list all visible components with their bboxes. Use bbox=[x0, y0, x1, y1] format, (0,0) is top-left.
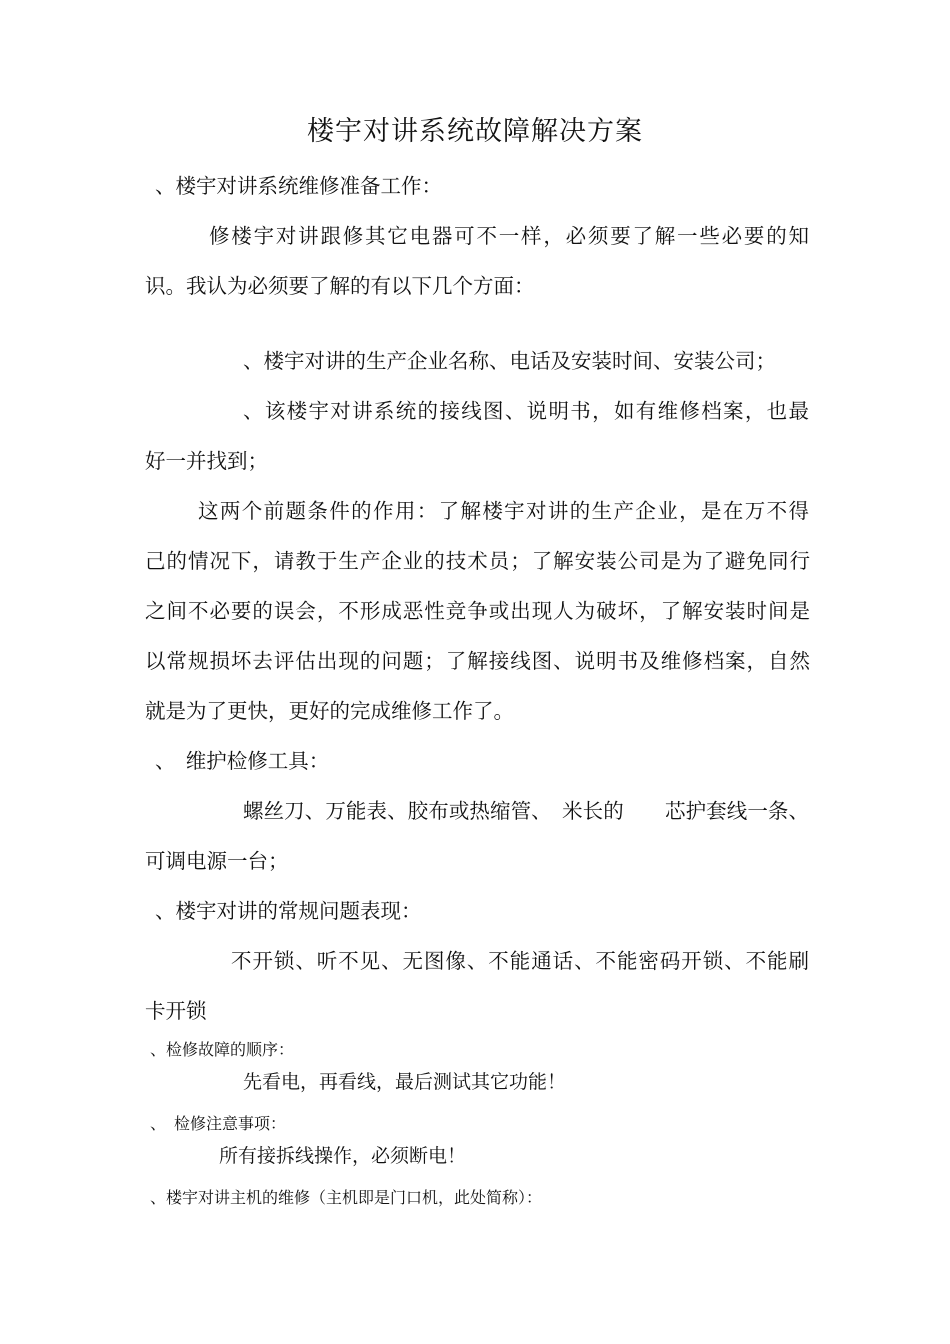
prep-intro-line-2: 识。我认为必须要了解的有以下几个方面： bbox=[145, 274, 535, 298]
problems-line-1: 不开锁、听不见、无图像、不能通话、不能密码开锁、不能刷 bbox=[231, 949, 809, 973]
prep-para-line-3: 之间不必要的误会，不形成恶性竞争或出现人为破坏，了解安装时间是 bbox=[145, 599, 810, 623]
prep-para-line-4: 以常规损坏去评估出现的问题；了解接线图、说明书及维修档案，自然 bbox=[145, 649, 810, 673]
prep-item-1: 、楼宇对讲的生产企业名称、电话及安装时间、安装公司； bbox=[243, 349, 776, 373]
prep-item-2-line-2: 好一并找到； bbox=[145, 449, 268, 473]
prep-item-2-line-1: 、该楼宇对讲系统的接线图、说明书，如有维修档案，也最 bbox=[243, 399, 809, 423]
notes-heading: 、 检修注意事项： bbox=[150, 1114, 287, 1133]
prep-para-line-2: 己的情况下，请教于生产企业的技术员；了解安装公司是为了避免同行 bbox=[145, 549, 810, 573]
document-title: 楼宇对讲系统故障解决方案 bbox=[307, 116, 643, 147]
problems-line-2: 卡开锁 bbox=[145, 999, 207, 1023]
prep-intro-line-1: 修楼宇对讲跟修其它电器可不一样，必须要了解一些必要的知 bbox=[209, 224, 809, 248]
problems-heading: 、楼宇对讲的常规问题表现： bbox=[155, 899, 422, 923]
prep-para-line-5: 就是为了更快，更好的完成维修工作了。 bbox=[145, 699, 514, 723]
notes-text: 所有接拆线操作，必须断电！ bbox=[219, 1145, 467, 1167]
order-text: 先看电，再看线，最后测试其它功能！ bbox=[243, 1071, 567, 1093]
prep-heading: 、楼宇对讲系统维修准备工作： bbox=[155, 174, 442, 198]
host-heading: 、楼宇对讲主机的维修（主机即是门口机，此处简称）： bbox=[150, 1188, 543, 1207]
prep-para-line-1: 这两个前题条件的作用：了解楼宇对讲的生产企业，是在万不得 bbox=[198, 499, 809, 523]
tools-heading: 、 维护检修工具： bbox=[155, 749, 330, 773]
tools-line-1: 螺丝刀、万能表、胶布或热缩管、 米长的 芯护套线一条、 bbox=[243, 799, 809, 823]
tools-line-2: 可调电源一台； bbox=[145, 849, 289, 873]
order-heading: 、检修故障的顺序： bbox=[150, 1040, 295, 1059]
